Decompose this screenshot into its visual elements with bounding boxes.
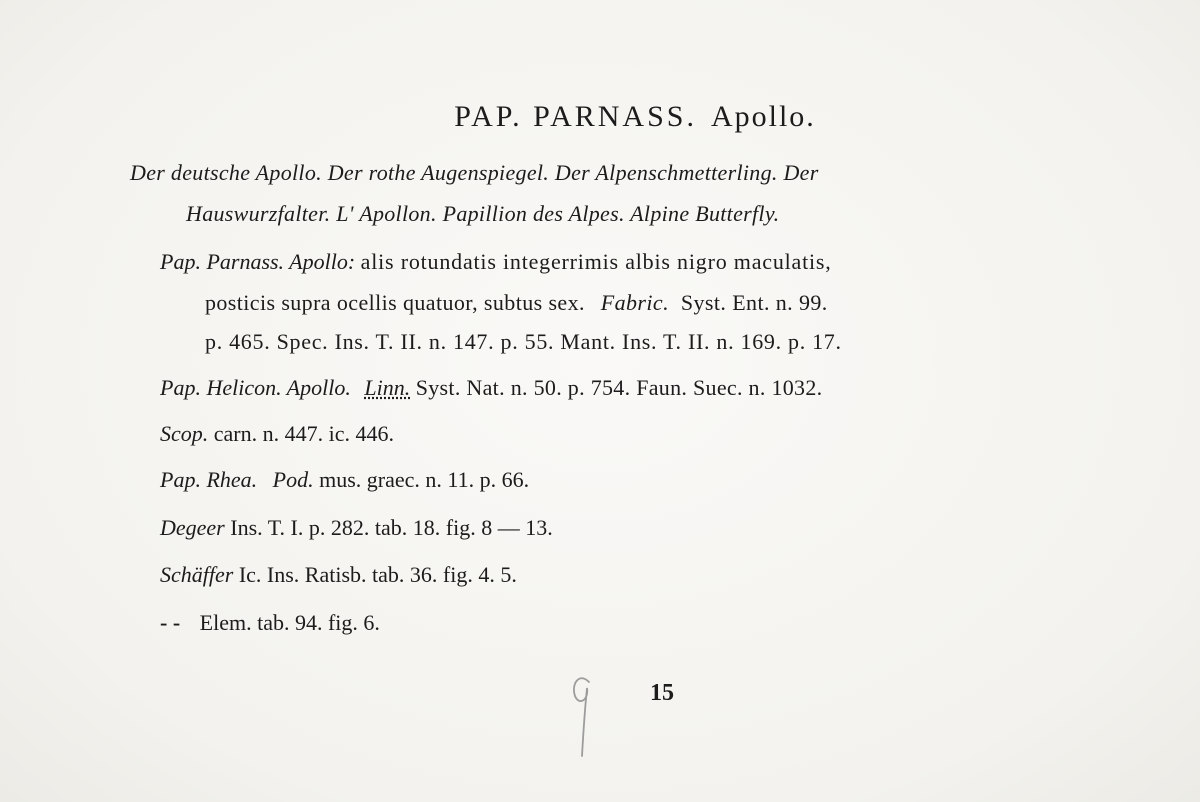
scopoli-label: Scop. bbox=[160, 421, 209, 446]
fabricius-text-1: alis rotundatis integerrimis albis nigro maculatis, bbox=[360, 249, 832, 274]
fabricius-line-3: p. 465. Spec. Ins. T. II. n. 147. p. 55. Mant. Ins. T. II. n. 169. p. 17. bbox=[205, 329, 842, 354]
poda-text: mus. graec. n. 11. p. 66. bbox=[319, 467, 530, 492]
fabricius-text-2a: posticis supra ocellis quatuor, subtus sex. bbox=[205, 290, 585, 315]
elem-line bbox=[160, 612, 380, 634]
common-names-line-1: Der deutsche Apollo. Der rothe Augenspiegel. Der Alpenschmetterling. Der bbox=[130, 160, 819, 185]
poda-cite: Pod. bbox=[272, 467, 314, 492]
degeer-line bbox=[160, 517, 553, 539]
linnaeus-cite: Linn. bbox=[364, 375, 411, 400]
title-species: Apollo. bbox=[710, 100, 816, 133]
scopoli-line bbox=[160, 423, 394, 445]
fabricius-line-2 bbox=[205, 292, 828, 314]
title-genus: PAP. PARNASS. bbox=[454, 100, 697, 133]
elem-text: Elem. tab. 94. fig. 6. bbox=[199, 610, 380, 635]
linnaeus-label: Pap. Helicon. Apollo. bbox=[160, 375, 351, 400]
linnaeus-line bbox=[160, 377, 822, 399]
fabricius-cite: Fabric. bbox=[600, 290, 669, 315]
page-number: 15 bbox=[650, 680, 674, 706]
poda-line bbox=[160, 469, 529, 491]
ditto-dash: - - bbox=[160, 610, 181, 635]
schaffer-label: Schäffer bbox=[160, 562, 234, 587]
degeer-label: Degeer bbox=[160, 515, 225, 540]
fabricius-label: Pap. Parnass. Apollo: bbox=[160, 249, 356, 274]
schaffer-line bbox=[160, 564, 517, 586]
page-title bbox=[0, 100, 1200, 134]
pencil-mark-icon bbox=[565, 668, 605, 768]
schaffer-text: Ic. Ins. Ratisb. tab. 36. fig. 4. 5. bbox=[238, 562, 517, 587]
fabricius-text-2b: Syst. Ent. n. 99. bbox=[680, 290, 828, 315]
fabricius-line-1 bbox=[160, 251, 832, 273]
scopoli-text: carn. n. 447. ic. 446. bbox=[213, 421, 394, 446]
degeer-text: Ins. T. I. p. 282. tab. 18. fig. 8 — 13. bbox=[230, 515, 553, 540]
poda-label: Pap. Rhea. bbox=[160, 467, 258, 492]
linnaeus-text: Syst. Nat. n. 50. p. 754. Faun. Suec. n. 1032. bbox=[415, 375, 823, 400]
common-names-line-2: Hauswurzfalter. L' Apollon. Papillion des Alpes. Alpine Butterfly. bbox=[186, 201, 780, 226]
